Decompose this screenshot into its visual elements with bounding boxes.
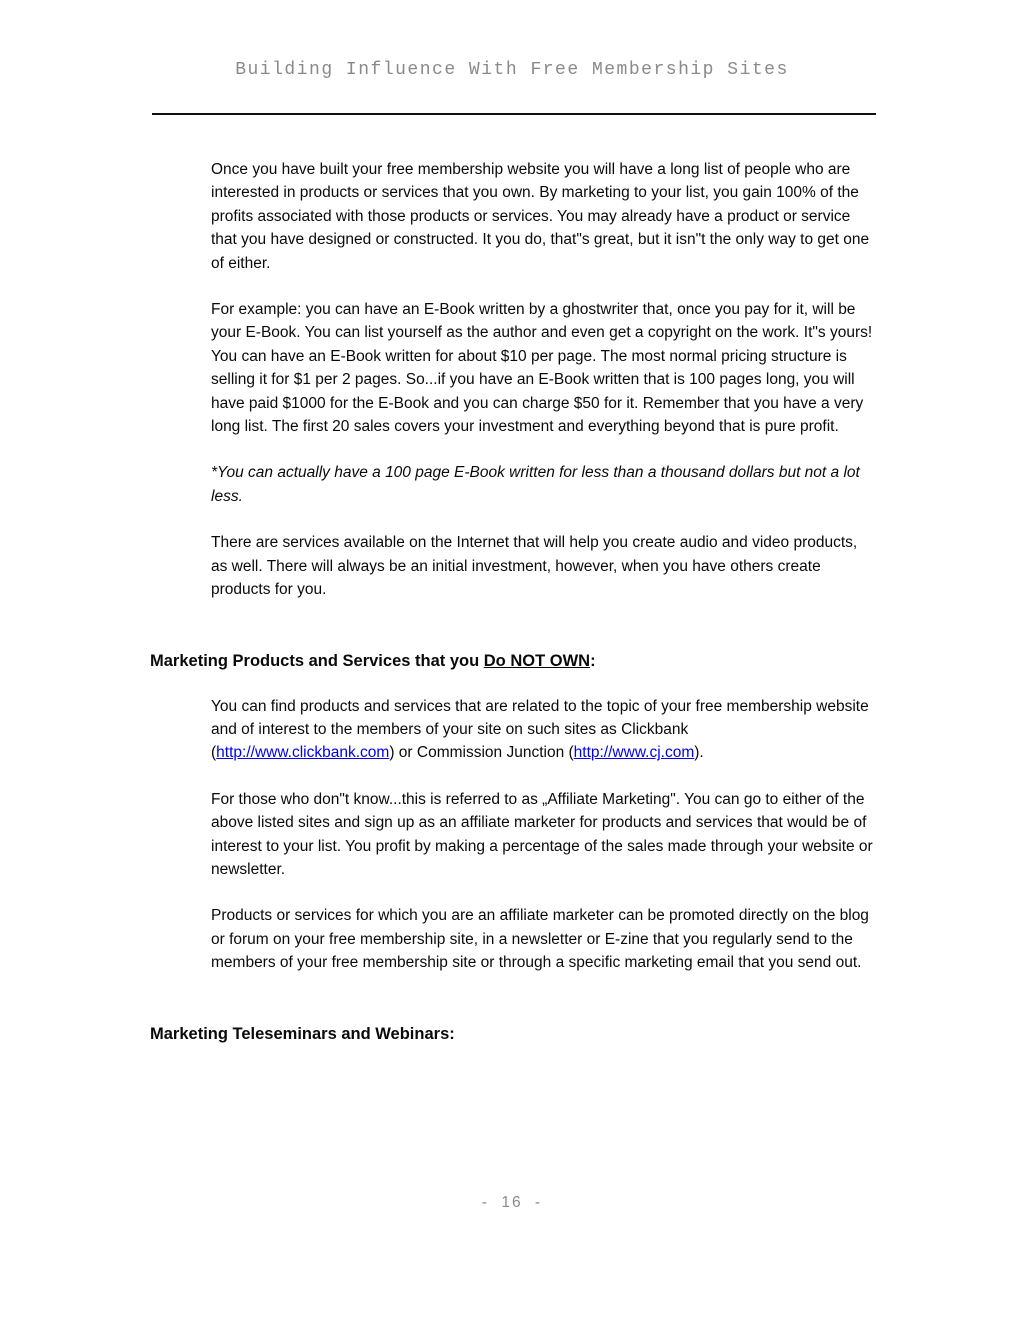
cj-link[interactable]: http://www.cj.com bbox=[573, 744, 695, 762]
paragraph bbox=[211, 158, 875, 275]
text-run: ) or Commission Junction ( bbox=[389, 744, 574, 762]
text-run: For example: you can have an E-Book written by a ghostwriter that, once you pay for it, will be your E-Book. You can list yourself as the author and even get a copyright on the work. It"s yours! You can have an E-Book written for about $10 per page. The most normal pricing structure is selling it for $1 per 2 pages. So...if you have an E-Book written that is 100 pages long, you will have paid $1000 for the E-Book and you can charge $50 for it. Remember that you have a very long list. The first 20 sales covers your investment and everything beyond that is pure profit. bbox=[211, 301, 873, 436]
clickbank-link[interactable]: http://www.clickbank.com bbox=[216, 744, 390, 762]
text-run: You can find products and services that are related to the topic of your free membership website and of interest to the members of your site on such sites as Clickbank ( bbox=[211, 697, 869, 762]
text-run: There are services available on the Internet that will help you create audio and video products, as well. There will always be an initial investment, however, when you have others create products for you. bbox=[211, 534, 858, 599]
paragraph bbox=[211, 461, 875, 508]
text-run: For those who don"t know...this is referred to as „Affiliate Marketing". You can go to either of the above listed sites and sign up as an affiliate marketer for products and services that would be of interest to your list. You profit by making a percentage of the sales made through your website or newsletter. bbox=[211, 790, 873, 878]
text-run: : bbox=[590, 651, 596, 670]
section-heading bbox=[150, 1023, 876, 1046]
paragraph bbox=[211, 788, 875, 882]
text-run: ). bbox=[694, 744, 704, 762]
running-header: Building Influence With Free Membership Sites bbox=[235, 60, 789, 80]
section-heading bbox=[150, 650, 876, 673]
document-body bbox=[150, 158, 876, 1046]
page-number: - 16 - bbox=[481, 1194, 543, 1211]
text-run: *You can actually have a 100 page E-Book written for less than a thousand dollars but not a lot less. bbox=[211, 464, 860, 505]
paragraph bbox=[211, 695, 875, 765]
header-rule bbox=[152, 113, 876, 115]
text-run: Once you have built your free membership website you will have a long list of people who are interested in products or services that you own. By marketing to your list, you gain 100% of the profits associated with those products or services. You may already have a product or service that you have designed or constructed. It you do, that"s great, but it isn"t the only way to get one of either. bbox=[211, 161, 870, 272]
paragraph bbox=[211, 531, 875, 601]
paragraph bbox=[211, 904, 875, 974]
text-run: Marketing Products and Services that you bbox=[150, 651, 484, 670]
text-run: Products or services for which you are an affiliate marketer can be promoted directly on the blog or forum on your free membership site, in a newsletter or E-zine that you regularly send to the members of your free membership site or through a specific marketing email that you send out. bbox=[211, 907, 869, 972]
paragraph bbox=[211, 298, 875, 438]
text-run: Do NOT OWN bbox=[483, 651, 591, 670]
text-run: Marketing Teleseminars and Webinars: bbox=[150, 1024, 455, 1043]
